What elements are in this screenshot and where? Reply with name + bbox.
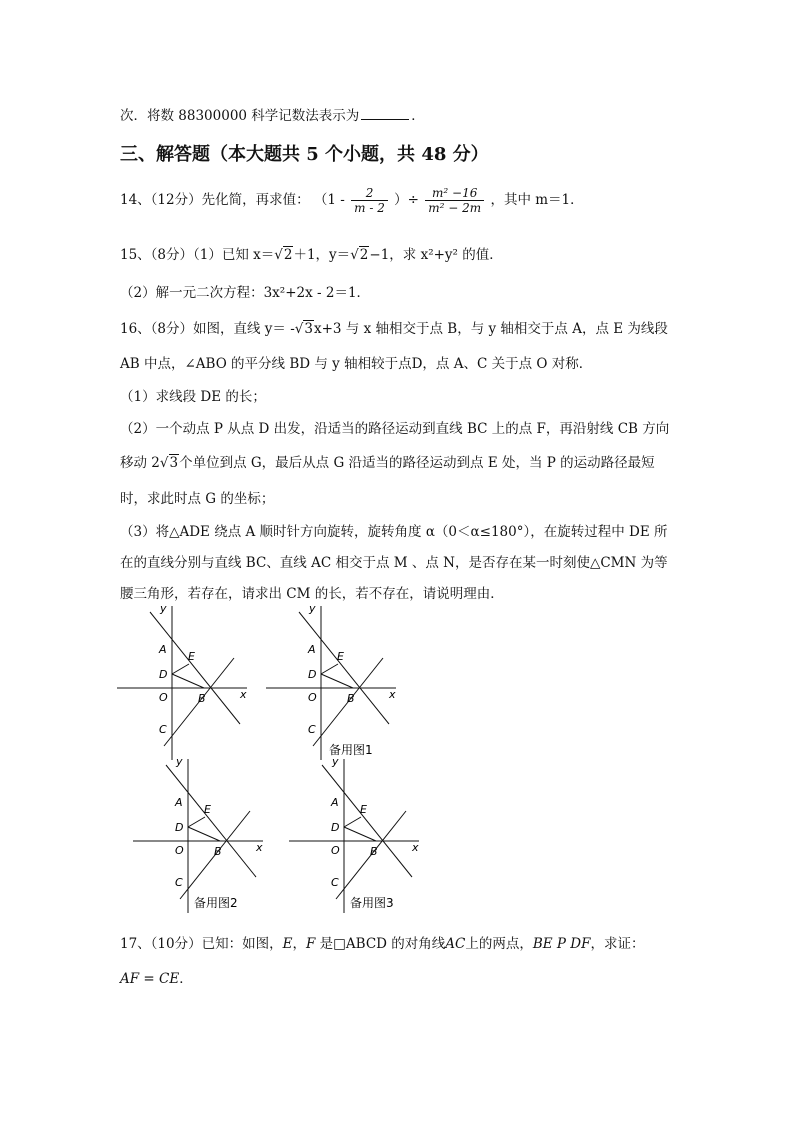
- sqrt-3: √3: [294, 321, 313, 337]
- radicand: 3: [304, 321, 313, 337]
- label-e: E: [188, 650, 195, 663]
- label-d: D: [175, 821, 184, 834]
- label-y: y: [332, 755, 339, 768]
- label-y: y: [309, 602, 316, 615]
- label-c: C: [159, 723, 167, 736]
- figure-backup-3: [289, 755, 419, 913]
- q14-label: 14、（12分）先化简，再求值：: [120, 192, 310, 208]
- fraction-1-denominator: m - 2: [354, 201, 385, 215]
- period: ．: [411, 108, 425, 124]
- label-x: x: [389, 688, 396, 701]
- question-16-part3: （3）将△ADE 绕点 A 顺时针方向旋转，旋转角度 α（0＜α≤180°），在旋转过程中 DE 所: [120, 524, 668, 540]
- figure-main: [117, 602, 247, 760]
- q16-text-a: 16、（8分）如图，直线 y＝ -: [120, 321, 295, 337]
- label-b: B: [347, 692, 355, 705]
- label-d: D: [159, 668, 168, 681]
- fraction-1-numerator: 2: [351, 186, 388, 201]
- label-x: x: [256, 841, 263, 854]
- label-y: y: [176, 755, 183, 768]
- label-b: B: [370, 845, 378, 858]
- sqrt-2: √2: [274, 247, 293, 263]
- fraction-2-numerator: m² −16: [425, 186, 484, 201]
- question-16-part1: （1）求线段 DE 的长；: [120, 389, 266, 405]
- figure-backup-2: [133, 755, 263, 913]
- section-heading: 三、解答题（本大题共 5 个小题，共 48 分）: [120, 144, 489, 165]
- figure-backup-1: [266, 602, 396, 760]
- label-a: A: [175, 796, 183, 809]
- label-e: E: [337, 650, 344, 663]
- radicand: 2: [359, 247, 369, 263]
- question-text: 次．将数 88300000 科学记数法表示为: [120, 108, 360, 124]
- label-c: C: [175, 876, 183, 889]
- label-d: D: [308, 668, 317, 681]
- diagonal-ac: AC: [445, 936, 466, 952]
- q16-l5-a: 移动 2: [120, 455, 160, 471]
- q17-text-b: 是□ABCD 的对角线: [319, 936, 446, 952]
- caption-2: 备用图2: [194, 896, 238, 910]
- q14-tail: ，其中 m＝1．: [490, 192, 584, 208]
- question-16-part3-end: 腰三角形，若存在，请求出 CM 的长，若不存在，请说明理由．: [120, 586, 504, 602]
- fraction-1: [351, 186, 388, 215]
- label-a: A: [308, 643, 316, 656]
- label-b: B: [198, 692, 206, 705]
- question-16-line2: AB 中点，∠ABO 的平分线 BD 与 y 轴相较于点D，点 A、C 关于点 O 对称．: [120, 356, 593, 372]
- question-16-part2-cont: [120, 451, 655, 471]
- label-e: E: [204, 803, 211, 816]
- q14-open: （1 -: [313, 192, 345, 208]
- parallel-condition: BE P DF: [532, 936, 591, 952]
- label-e: E: [360, 803, 367, 816]
- radicand: 3: [169, 455, 179, 471]
- label-b: B: [214, 845, 222, 858]
- fraction-2: [425, 186, 484, 215]
- label-o: O: [159, 691, 168, 704]
- question-15-part2: （2）解一元二次方程：3x²+2x - 2＝1．: [120, 285, 371, 301]
- q17-text-d: ，求证：: [590, 936, 645, 952]
- point-e: E: [282, 936, 293, 952]
- label-d: D: [331, 821, 340, 834]
- label-c: C: [308, 723, 316, 736]
- label-x: x: [240, 688, 247, 701]
- fill-blank-question: [120, 104, 425, 124]
- coordinate-figures: [0, 600, 794, 920]
- question-17-line1: [120, 932, 645, 952]
- caption-3: 备用图3: [350, 896, 394, 910]
- proof-goal: AF = CE: [120, 971, 180, 987]
- separator: ，: [292, 936, 306, 952]
- q17-text-c: 上的两点，: [465, 936, 533, 952]
- question-16-part2-end: 时，求此时点 G 的坐标；: [120, 491, 275, 507]
- answer-blank: [361, 119, 409, 120]
- question-17-line2: [120, 967, 193, 987]
- label-c: C: [331, 876, 339, 889]
- sqrt-3: √3: [159, 455, 179, 471]
- question-14: [120, 186, 584, 215]
- q15-text-b: ＋1，y＝: [293, 247, 351, 263]
- q17-text-a: 17、（10分）已知：如图，: [120, 936, 283, 952]
- label-a: A: [159, 643, 167, 656]
- q16-text-b: x+3 与 x 轴相交于点 B，与 y 轴相交于点 A，点 E 为线段: [314, 321, 668, 337]
- question-16-line1: [120, 317, 668, 337]
- question-16-part3-cont: 在的直线分别与直线 BC、直线 AC 相交于点 M 、点 N，是否存在某一时刻使△CMN 为等: [120, 555, 668, 571]
- q15-text-c: −1，求 x²+y² 的值．: [369, 247, 503, 263]
- label-y: y: [160, 602, 167, 615]
- point-f: F: [305, 936, 316, 952]
- sqrt-2: √2: [350, 247, 369, 263]
- q16-l5-b: 个单位到点 G，最后从点 G 沿适当的路径运动到点 E 处，当 P 的运动路径最短: [179, 455, 655, 471]
- question-16-part2: （2）一个动点 P 从点 D 出发，沿适当的路径运动到直线 BC 上的点 F，再沿射线 CB 方向: [120, 421, 670, 437]
- label-a: A: [331, 796, 339, 809]
- q14-divide: ）÷: [394, 192, 419, 208]
- period: ．: [179, 971, 193, 987]
- label-x: x: [412, 841, 419, 854]
- label-o: O: [331, 844, 340, 857]
- label-o: O: [175, 844, 184, 857]
- fraction-2-denominator: m² − 2m: [428, 201, 482, 215]
- question-15-part1: [120, 243, 503, 263]
- caption-1: 备用图1: [329, 743, 373, 757]
- q15-text-a: 15、（8分）（1）已知 x＝: [120, 247, 275, 263]
- label-o: O: [308, 691, 317, 704]
- radicand: 2: [283, 247, 293, 263]
